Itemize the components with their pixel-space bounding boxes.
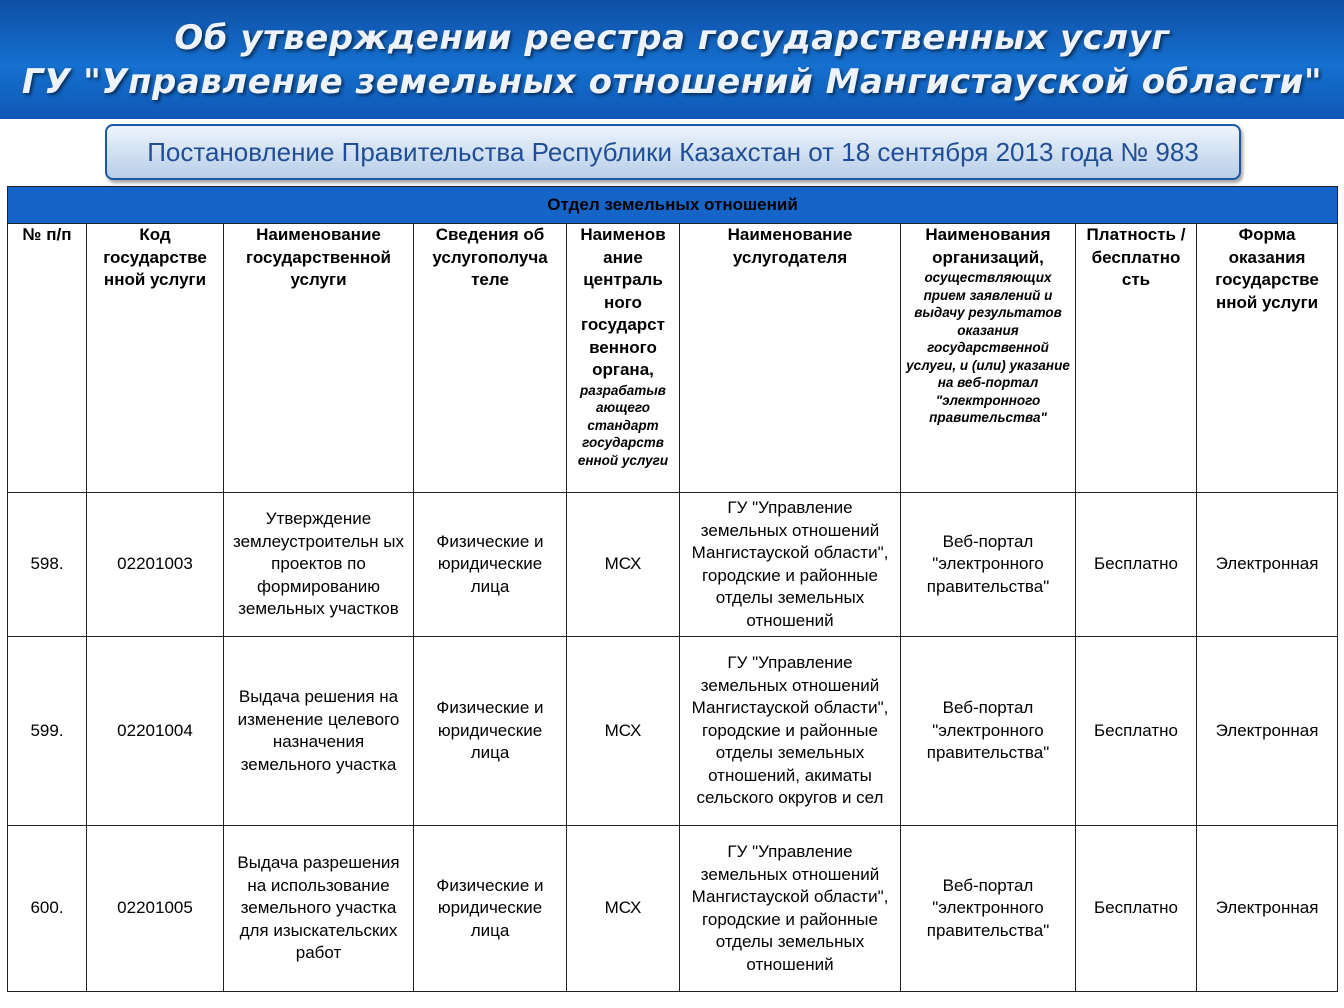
header-form: Форма оказания государстве нной услуги <box>1197 224 1338 493</box>
title-line-1: Об утверждении реестра государственных услуг <box>174 17 1170 58</box>
cell-central-body: МСХ <box>567 493 680 637</box>
cell-service-name: Выдача решения на изменение целевого назначения земельного участка <box>224 637 414 826</box>
cell-payment: Бесплатно <box>1076 826 1197 992</box>
cell-organizations: Веб-портал "электронного правительства" <box>901 637 1076 826</box>
header-central-body-note: разрабатыв ающего стандарт государств енной услуги <box>577 382 669 468</box>
cell-form: Электронная <box>1197 493 1338 637</box>
header-recipient: Сведения об услугополуча теле <box>414 224 567 493</box>
header-central-body-main: Наименов ание централь ного государст венного органа, <box>580 225 666 379</box>
title-line-2: ГУ "Управление земельных отношений Мангистауской области" <box>21 61 1323 102</box>
cell-recipient: Физические и юридические лица <box>414 826 567 992</box>
header-central-body <box>567 224 680 493</box>
cell-provider: ГУ "Управление земельных отношений Мангистауской области", городские и районные отделы земельных отношений <box>680 826 901 992</box>
cell-form: Электронная <box>1197 637 1338 826</box>
cell-form: Электронная <box>1197 826 1338 992</box>
table-row <box>8 637 1338 826</box>
header-organizations <box>901 224 1076 493</box>
cell-central-body: МСХ <box>567 637 680 826</box>
cell-organizations: Веб-портал "электронного правительства" <box>901 493 1076 637</box>
services-registry-table <box>7 186 1338 992</box>
cell-provider: ГУ "Управление земельных отношений Мангистауской области", городские и районные отделы земельных отношений <box>680 493 901 637</box>
title-banner <box>0 0 1344 119</box>
cell-recipient: Физические и юридические лица <box>414 493 567 637</box>
decree-subtitle: Постановление Правительства Республики Казахстан от 18 сентября 2013 года № 983 <box>105 124 1241 180</box>
cell-central-body: МСХ <box>567 826 680 992</box>
header-num: № п/п <box>8 224 87 493</box>
cell-num: 598. <box>8 493 87 637</box>
header-provider: Наименование услугодателя <box>680 224 901 493</box>
cell-code: 02201004 <box>87 637 224 826</box>
header-organizations-main: Наименования организаций, <box>925 225 1051 267</box>
cell-service-name: Выдача разрешения на использование земельного участка для изыскательских работ <box>224 826 414 992</box>
cell-payment: Бесплатно <box>1076 493 1197 637</box>
table-row <box>8 493 1338 637</box>
header-payment: Платность /бесплатно сть <box>1076 224 1197 493</box>
header-code: Код государстве нной услуги <box>87 224 224 493</box>
department-header: Отдел земельных отношений <box>8 187 1338 224</box>
cell-code: 02201003 <box>87 493 224 637</box>
cell-num: 600. <box>8 826 87 992</box>
header-service-name: Наименование государственной услуги <box>224 224 414 493</box>
cell-payment: Бесплатно <box>1076 637 1197 826</box>
cell-organizations: Веб-портал "электронного правительства" <box>901 826 1076 992</box>
table-row <box>8 826 1338 992</box>
header-organizations-note: осуществляющих прием заявлений и выдачу результатов оказания государственной услуги, и (или) указание на веб-портал "электронного правительства" <box>906 270 1070 425</box>
column-header-row <box>8 224 1338 493</box>
cell-provider: ГУ "Управление земельных отношений Мангистауской области", городские и районные отделы земельных отношений, акиматы сельского округов и сел <box>680 637 901 826</box>
cell-service-name: Утверждение землеустроительн ых проектов по формированию земельных участков <box>224 493 414 637</box>
cell-num: 599. <box>8 637 87 826</box>
cell-recipient: Физические и юридические лица <box>414 637 567 826</box>
cell-code: 02201005 <box>87 826 224 992</box>
